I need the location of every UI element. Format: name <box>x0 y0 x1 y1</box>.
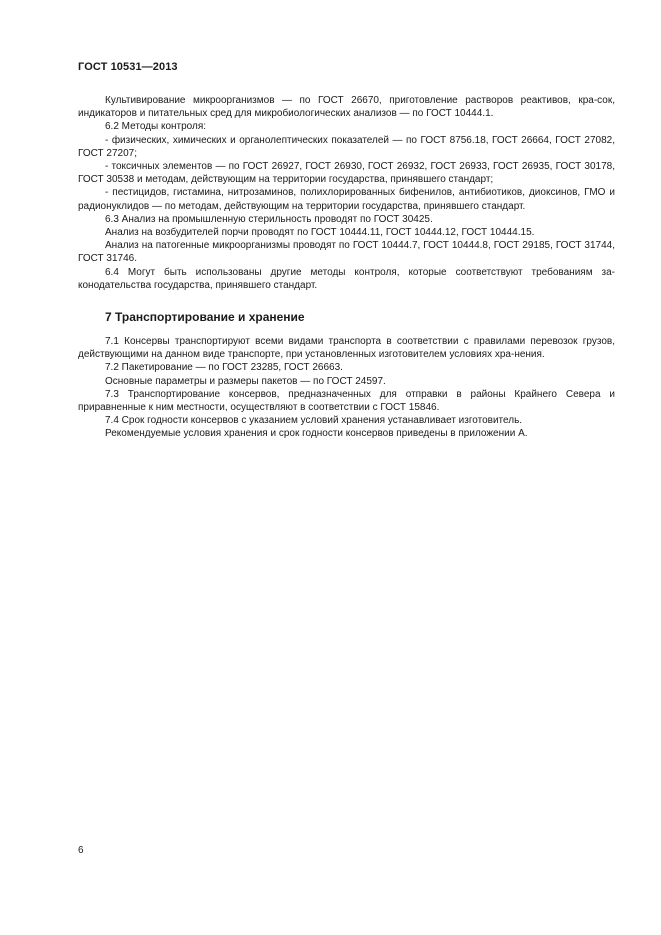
paragraph: Культивирование микроорганизмов — по ГОСТ 26670, приготовление растворов реактивов, кра-сок, индикаторов и питательных сред для микробиологических анализов — по ГОСТ 10444.1. <box>78 95 615 120</box>
paragraph: 7.1 Консервы транспортируют всеми видами транспорта в соответствии с правилами перевозок грузов, действующими на данном виде транспорте, при установленных изготовителем условиях хра-нения. <box>78 336 615 361</box>
section-6-body <box>78 94 615 292</box>
paragraph: 7.2 Пакетирование — по ГОСТ 23285, ГОСТ 26663. <box>105 362 343 374</box>
list-item: - пестицидов, гистамина, нитрозаминов, полихлорированных бифенилов, антибиотиков, диоксинов, ГМО и радионуклидов — по методам, действующим на территории государства, принявшего стандарт. <box>78 187 615 212</box>
paragraph: 6.3 Анализ на промышленную стерильность проводят по ГОСТ 30425. <box>105 213 433 225</box>
paragraph: 7.4 Срок годности консервов с указанием условий хранения устанавливает изготовитель. <box>105 415 523 427</box>
paragraph: 6.4 Могут быть использованы другие методы контроля, которые соответствуют требованиям за-конодательства государства, принявшего стандарт. <box>78 266 615 291</box>
paragraph: Анализ на патогенные микроорганизмы проводят по ГОСТ 10444.7, ГОСТ 10444.8, ГОСТ 29185, ГОСТ 31744, ГОСТ 31746. <box>78 240 615 265</box>
paragraph: Рекомендуемые условия хранения и срок годности консервов приведены в приложении А. <box>105 428 528 440</box>
list-item: - физических, химических и органолептических показателей — по ГОСТ 8756.18, ГОСТ 26664, ГОСТ 27082, ГОСТ 27207; <box>78 134 615 159</box>
paragraph: Основные параметры и размеры пакетов — по ГОСТ 24597. <box>105 375 386 387</box>
list-item: - токсичных элементов — по ГОСТ 26927, ГОСТ 26930, ГОСТ 26932, ГОСТ 26933, ГОСТ 26935, ГОСТ 30178, ГОСТ 30538 и методам, действующим на территории государства, принявшего стандарт; <box>78 161 615 186</box>
paragraph: 6.2 Методы контроля: <box>105 121 207 133</box>
page-number: 6 <box>78 845 84 856</box>
paragraph: Анализ на возбудителей порчи проводят по ГОСТ 10444.11, ГОСТ 10444.12, ГОСТ 10444.15. <box>105 227 535 239</box>
section-7-body <box>78 335 615 441</box>
document-header: ГОСТ 10531—2013 <box>78 61 178 73</box>
paragraph: 7.3 Транспортирование консервов, предназначенных для отправки в районы Крайнего Севера и приравненные к ним местности, осуществляют в соответствии с ГОСТ 15846. <box>78 388 615 414</box>
section-title: 7 Транспортирование и хранение <box>105 310 305 324</box>
